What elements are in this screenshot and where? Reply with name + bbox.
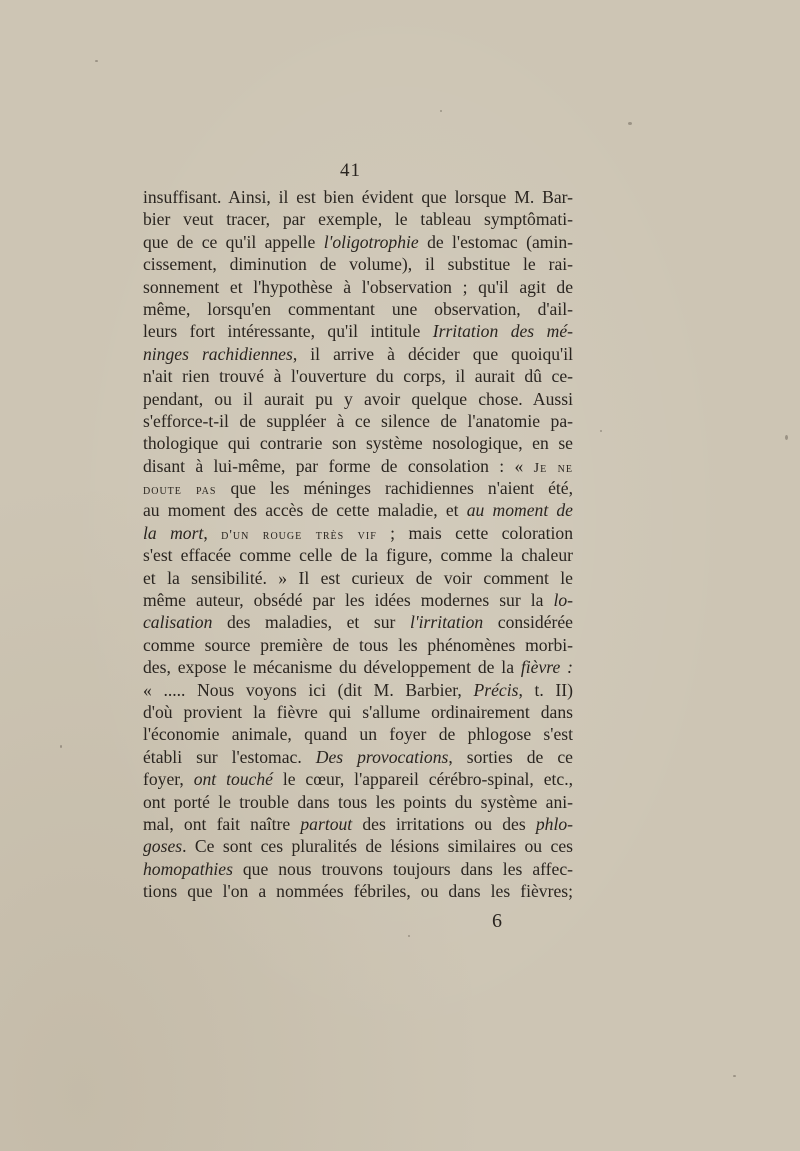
text-line: même, lorsqu'en commentant une observation, d'ail- (143, 298, 573, 319)
text-line: homopathies que nous trouvons toujours dans les affec- (143, 858, 573, 879)
text-line: mal, ont fait naître partout des irritations ou des phlo- (143, 813, 573, 834)
text-line: foyer, ont touché le cœur, l'appareil cérébro-spinal, etc., (143, 769, 573, 790)
text-line: « ..... Nous voyons ici (dit M. Barbier, Précis, t. II) (143, 679, 573, 700)
signature-mark: 6 (492, 910, 502, 932)
text-line: au moment des accès de cette maladie, et au moment de (143, 500, 573, 521)
text-line: établi sur l'estomac. Des provocations, sorties de ce (143, 746, 573, 767)
text-line: même auteur, obsédé par les idées modernes sur la lo- (143, 590, 573, 611)
text-line: des, expose le mécanisme du développement de la fièvre : (143, 657, 573, 678)
text-line: que de ce qu'il appelle l'oligotrophie de l'estomac (amin- (143, 231, 573, 252)
text-line: bier veut tracer, par exemple, le tableau symptômati- (143, 209, 573, 230)
text-line: pendant, ou il aurait pu y avoir quelque chose. Aussi (143, 388, 573, 409)
text-line: disant à lui-même, par forme de consolation : « Je ne (143, 455, 573, 476)
text-line: la mort, d'un rouge très vif ; mais cette coloration (143, 522, 573, 543)
text-line: sonnement et l'hypothèse à l'observation ; qu'il agit de (143, 276, 573, 297)
text-line: goses. Ce sont ces pluralités de lésions similaires ou ces (143, 836, 573, 857)
text-line: ont porté le trouble dans tous les points du système ani- (143, 791, 573, 812)
text-line: doute pas que les méninges rachidiennes n'aient été, (143, 478, 574, 499)
text-line: s'est effacée comme celle de la figure, comme la chaleur (143, 545, 573, 566)
text-line: d'où provient la fièvre qui s'allume ordinairement dans (143, 701, 573, 722)
body-text (143, 186, 573, 903)
text-line: leurs fort intéressante, qu'il intitule Irritation des mé- (143, 321, 573, 342)
text-line: calisation des maladies, et sur l'irritation considérée (143, 612, 573, 633)
text-line: n'ait rien trouvé à l'ouverture du corps, il aurait dû ce- (143, 366, 573, 387)
text-line: cissement, diminution de volume), il substitue le rai- (143, 254, 573, 275)
text-line: ninges rachidiennes, il arrive à décider que quoiqu'il (143, 343, 573, 364)
text-line: thologique qui contrarie son système nosologique, en se (143, 433, 573, 454)
text-line: insuffisant. Ainsi, il est bien évident que lorsque M. Bar- (143, 187, 573, 207)
text-line: et la sensibilité. » Il est curieux de voir comment le (143, 567, 573, 588)
text-line: s'efforce-t-il de suppléer à ce silence de l'anatomie pa- (143, 410, 573, 431)
text-line: tions que l'on a nommées fébriles, ou dans les fièvres; (143, 881, 573, 902)
text-line: comme source première de tous les phénomènes morbi- (143, 634, 573, 655)
page-number: 41 (340, 160, 361, 181)
text-line: l'économie animale, quand un foyer de phlogose s'est (143, 724, 573, 745)
